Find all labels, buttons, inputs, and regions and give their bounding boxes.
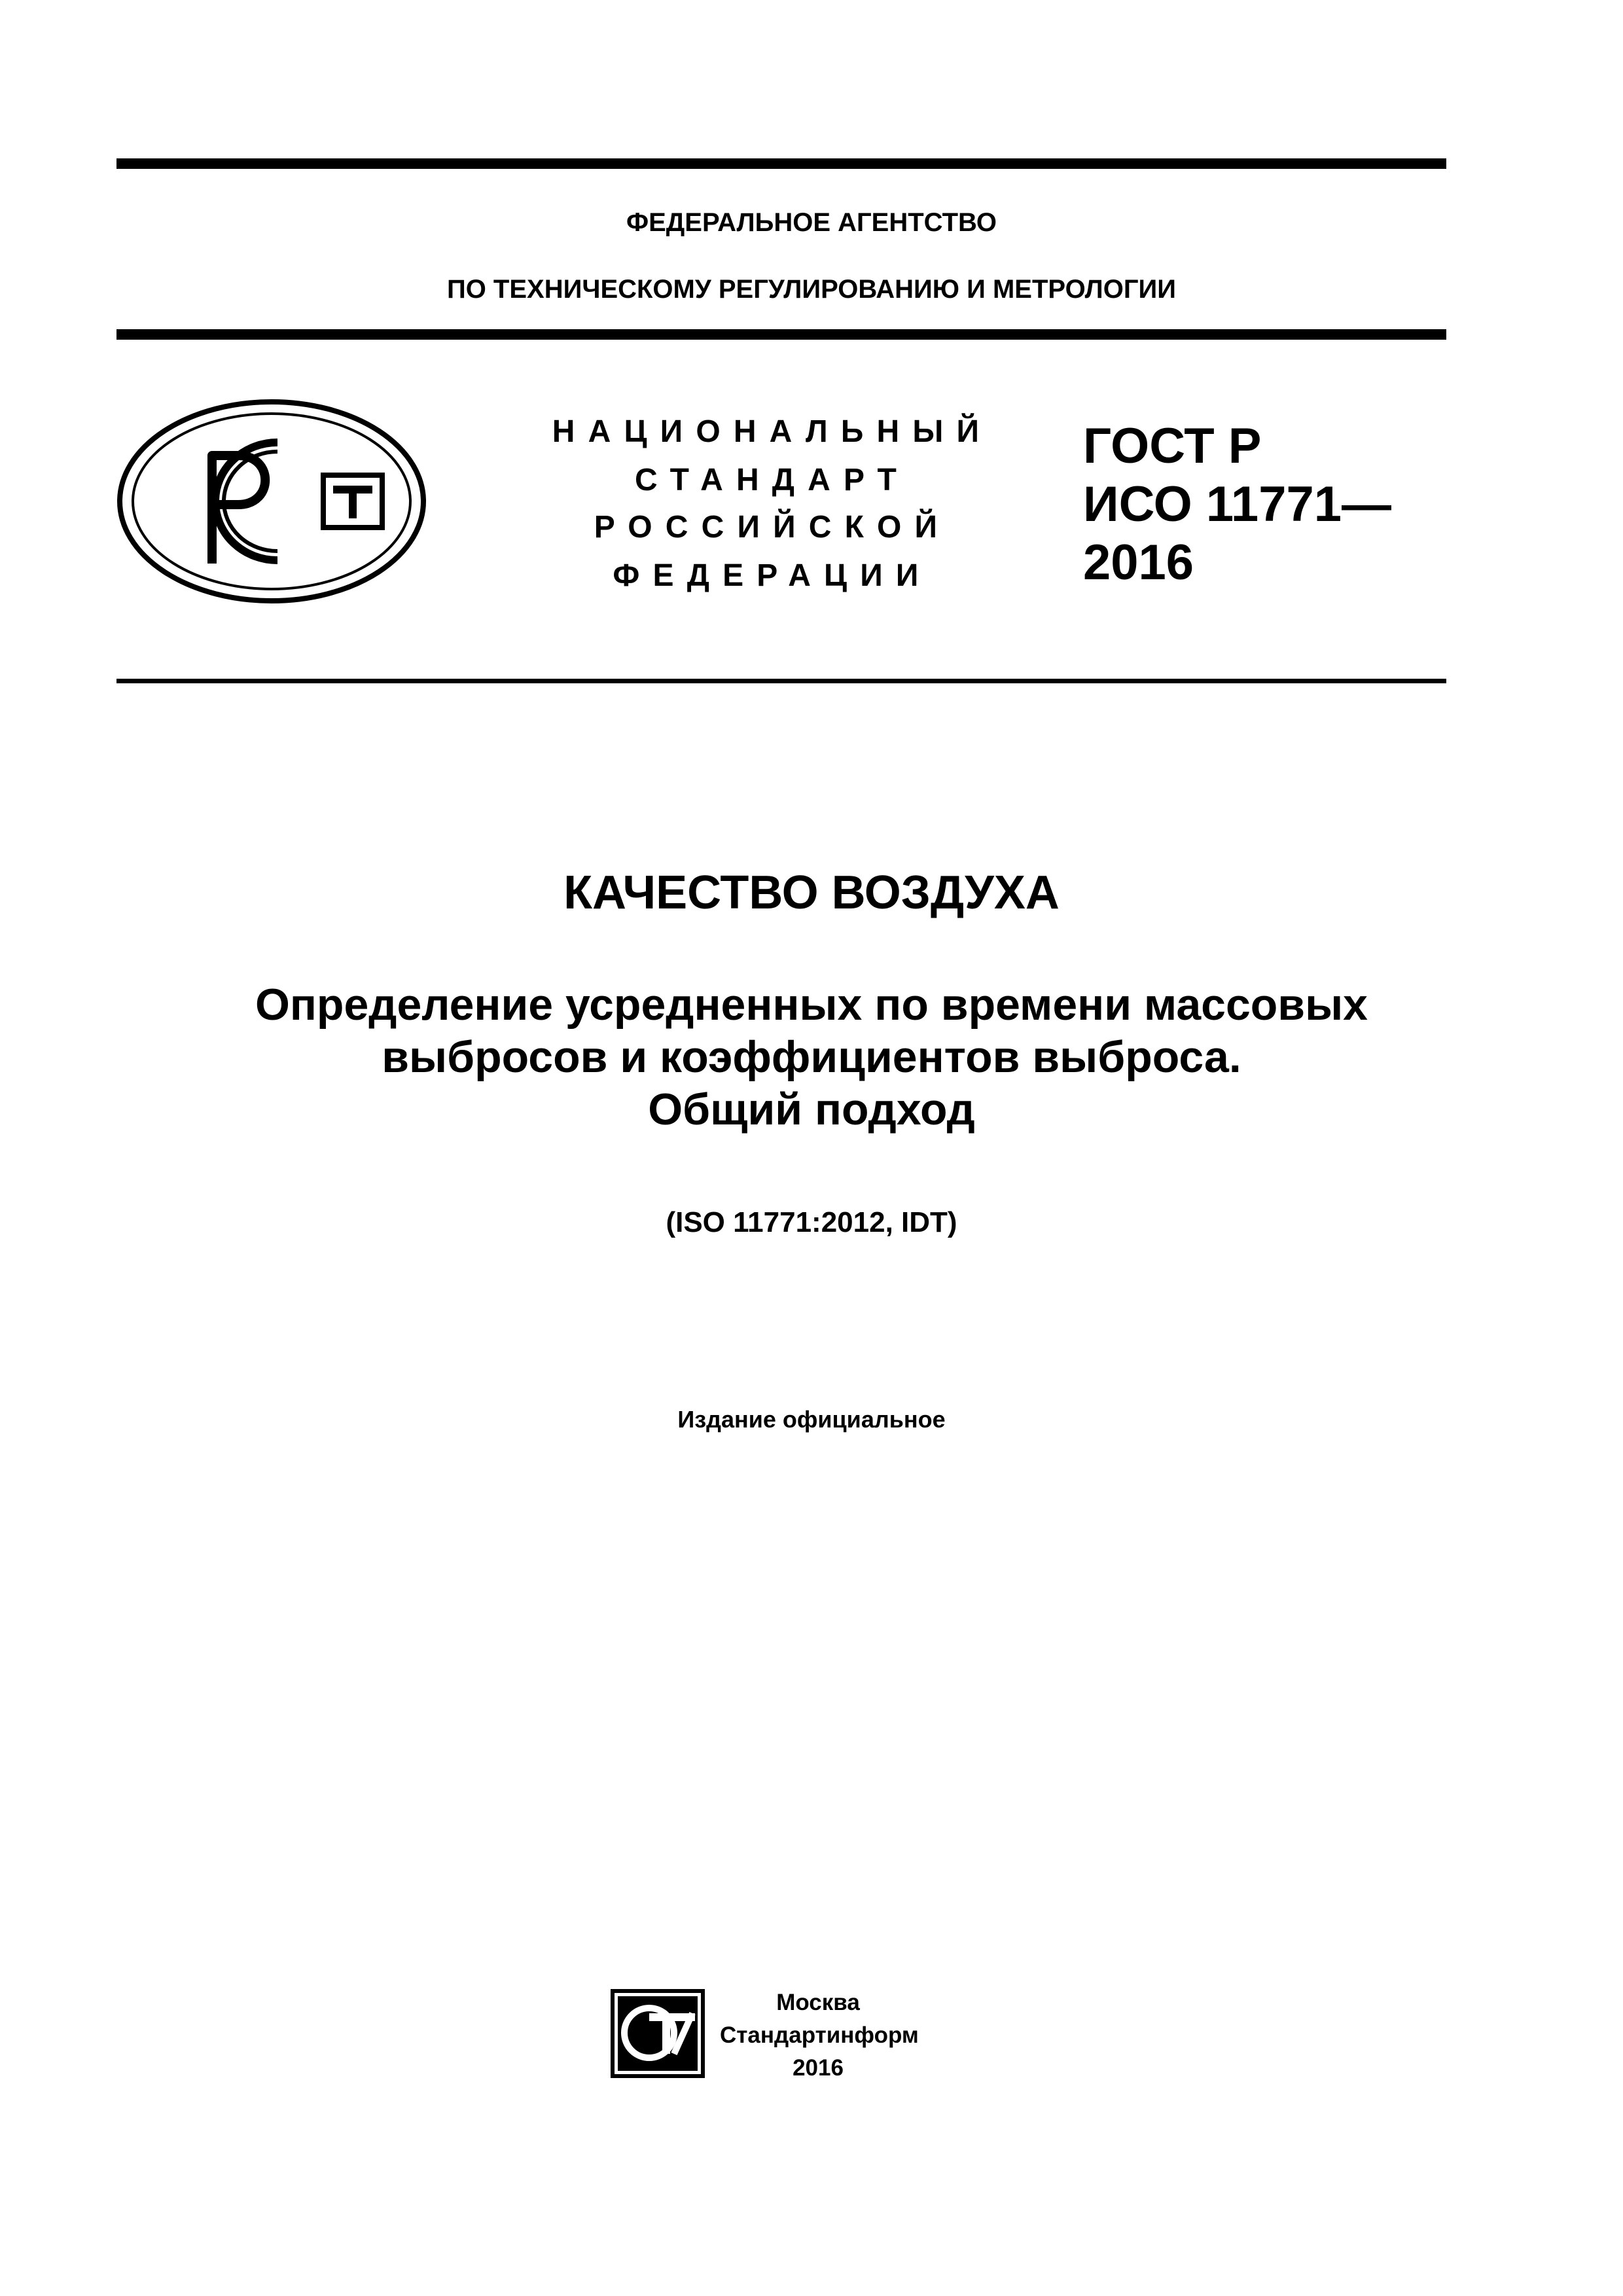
middle-rule bbox=[116, 329, 1446, 340]
national-line-2: СТАНДАРТ bbox=[635, 463, 910, 497]
document-title: КАЧЕСТВО ВОЗДУХА bbox=[563, 867, 1060, 919]
rst-logo-icon bbox=[114, 397, 429, 606]
national-line-4: ФЕДЕРАЦИИ bbox=[613, 558, 932, 593]
standartinform-logo-icon bbox=[609, 1987, 707, 2080]
subtitle-line-2: выбросов и коэффициентов выброса. bbox=[382, 1032, 1241, 1082]
designation-line-1: ГОСТ Р bbox=[1083, 418, 1262, 474]
designation-line-3: 2016 bbox=[1083, 535, 1194, 590]
iso-reference: (ISO 11771:2012, IDT) bbox=[666, 1206, 957, 1238]
agency-name-line-1: ФЕДЕРАЛЬНОЕ АГЕНТСТВО bbox=[626, 208, 997, 237]
national-line-3: РОССИЙСКОЙ bbox=[594, 510, 951, 545]
national-line-1: НАЦИОНАЛЬНЫЙ bbox=[552, 414, 993, 449]
subtitle-line-3: Общий подход bbox=[648, 1085, 975, 1134]
agency-name-line-2: ПО ТЕХНИЧЕСКОМУ РЕГУЛИРОВАНИЮ И МЕТРОЛОГИИ bbox=[446, 275, 1177, 304]
publisher-city: Москва bbox=[776, 1990, 860, 2015]
bottom-rule bbox=[116, 679, 1446, 683]
subtitle-line-1: Определение усредненных по времени массовых bbox=[255, 980, 1368, 1030]
publication-year: 2016 bbox=[793, 2055, 844, 2081]
top-rule bbox=[116, 158, 1446, 169]
publisher-name: Стандартинформ bbox=[720, 2022, 919, 2048]
edition-label: Издание официальное bbox=[677, 1406, 946, 1433]
document-subtitle bbox=[0, 978, 1623, 1136]
designation-line-2: ИСО 11771— bbox=[1083, 476, 1391, 532]
